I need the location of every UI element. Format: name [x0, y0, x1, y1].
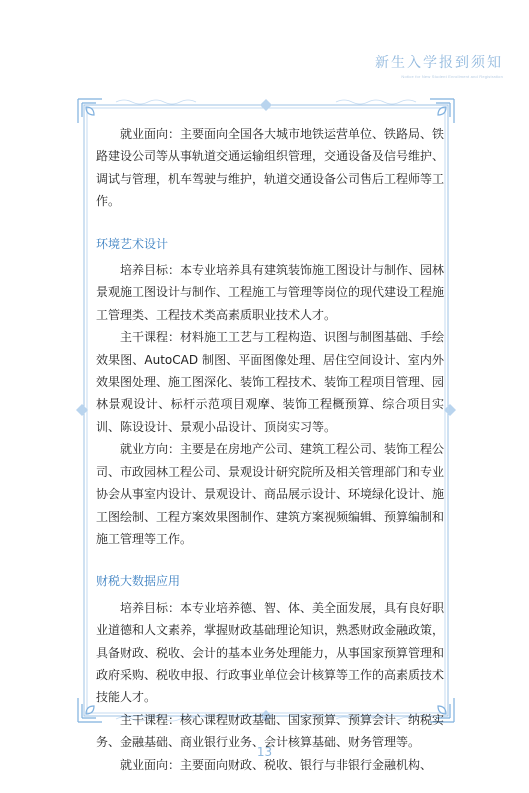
main-courses-paragraph: 主干课程：核心课程财政基础、国家预算、预算会计、纳税实务、金融基础、商业银行业务、会计核算基础、财务管理等。	[96, 712, 445, 750]
employment-paragraph: 就业面向：主要面向全国各大城市地铁运营单位、铁路局、铁路建设公司等从事轨道交通运输组织管理，交通设备及信号维护、调试与管理，机车驾驶与维护，轨道交通设备公司售后工程师等工作。	[96, 127, 445, 209]
main-content	[96, 123, 444, 776]
training-goal-paragraph: 培养目标：本专业培养具有建筑装饰施工图设计与制作、园林景观施工图设计与制作、工程施工与管理等岗位的现代建设工程施工管理类、工程技术类高素质职业技术人才。	[96, 263, 445, 322]
page-number: 13	[256, 745, 273, 759]
training-goal-paragraph: 培养目标：本专业培养德、智、体、美全面发展，具有良好职业道德和人文素养，掌握财政基础理论知识，熟悉财政金融政策，具备财政、税收、会计的基本业务处理能力，从事国家预算管理和政府采购、税收申报、行政事业单位会计核算等工作的高素质技术技能人才。	[96, 600, 445, 705]
page-header	[375, 52, 503, 79]
employment-paragraph: 就业面向：主要面向财政、税收、银行与非银行金融机构、	[120, 757, 433, 772]
header-title: 新生入学报到须知	[375, 55, 503, 71]
header-subtitle: Notice for New Student Enrollment and Registration	[401, 74, 503, 79]
main-courses-paragraph: 主干课程：材料施工工艺与工程构造、识图与制图基础、手绘效果图、AutoCAD 制图、平面图像处理、居住空间设计、室内外效果图处理、施工图深化、装饰工程技术、装饰工程项目管理、园林景观设计、标杆示范项目观摩、装饰工程概预算、综合项目实训、陈设设计、景观小品设计、顶岗实习等。	[96, 330, 445, 434]
employment-direction-paragraph: 就业方向：主要是在房地产公司、建筑工程公司、装饰工程公司、市政园林工程公司、景观设计研究院所及相关管理部门和专业协会从事室内设计、景观设计、商品展示设计、环境绿化设计、施工图绘制、工程方案效果图制作、建筑方案视频编辑、预算编制和施工管理等工作。	[96, 442, 445, 546]
section-title-environmental-art-design: 环境艺术设计	[96, 236, 169, 251]
section-title-fiscal-big-data: 财税大数据应用	[96, 574, 181, 589]
